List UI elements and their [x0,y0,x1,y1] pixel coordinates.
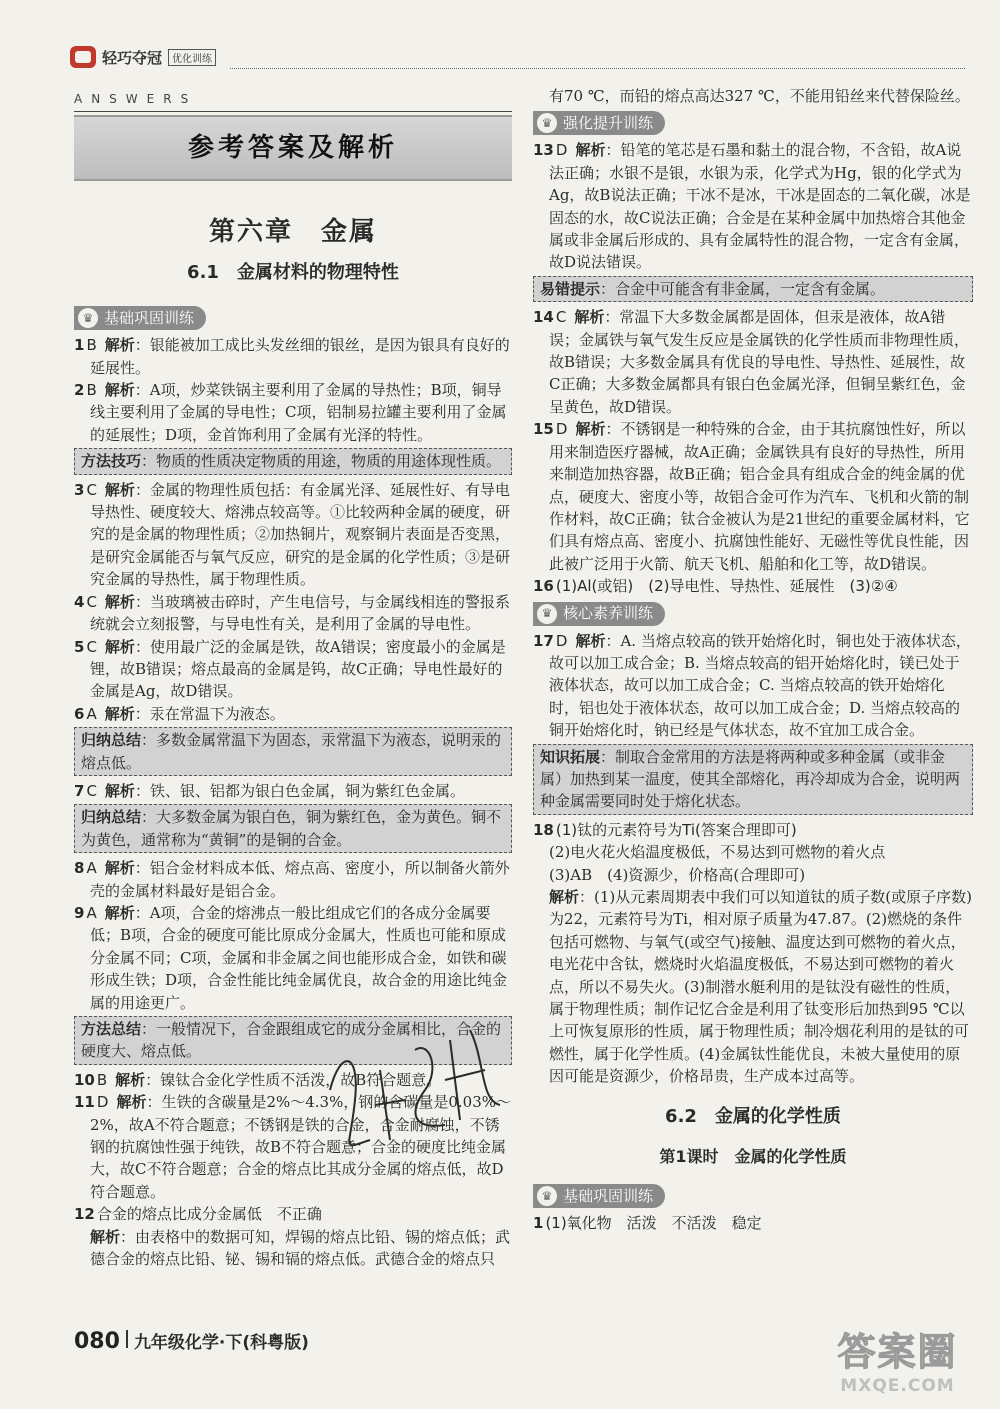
footer-divider [126,1330,128,1348]
chapter-title: 第六章 金属 [208,217,377,248]
answer-explanation: 解析：(1)从元素周期表中我们可以知道钛的质子数(或原子序数)为22，元素符号为Ti，相对原子质量为47.87。(2)燃烧的条件包括可燃物、与氧气(或空气)接触、温度达到可燃物的着火点，电光花中含钛，燃烧时火焰温度极低，不易达到可燃物的着火点，所以不易失火。(3)制潜水艇利用的是钛没有磁性的性质，属于物理性质；制作记忆合金是利用了钛变形后加热到95 ℃以上可恢复原形的性质，属于物理性质；制冷烟花利用的是钛的可燃性，属于化学性质。(4)金属钛性能优良，未被大量使用的原因可能是资源少，价格昂贵，生产成本过高等。 [549,888,972,1086]
header-divider [230,68,965,69]
answer-subline: (3)AB (4)资源少，价格高(合理即可) [549,865,806,884]
answer-item: 10 B 解析：镍钛合金化学性质不活泼，故B符合题意。 [74,1070,442,1089]
section-title: 6.1 金属材料的物理特性 [187,261,399,283]
tip-box: 方法技巧：物质的性质决定物质的用途，物质的用途体现性质。 [74,448,512,474]
answer-item: 6 A 解析：汞在常温下为液态。 [74,704,285,723]
crown-icon: ♛ [78,308,98,328]
brand-logo-icon [70,46,96,68]
right-column [533,85,973,1235]
tip-box: 归纳总结：多数金属常温下为固态，汞常温下为液态，说明汞的熔点低。 [74,727,512,776]
tag-core-training [533,602,665,626]
answer-item: 1 (1)氧化物 活泼 不活泼 稳定 [533,1214,762,1233]
tag-basic-training [74,306,206,330]
tag-label: 基础巩固训练 [104,309,195,328]
crown-icon: ♛ [537,1186,557,1206]
brand-tag: 优化训练 [168,49,216,66]
book-title: 九年级化学·下(科粤版) [133,1333,309,1353]
answer-item: 5 C 解析：使用最广泛的金属是铁，故A错误；密度最小的金属是锂，故B错误；熔点最高的金属是钨，故C正确；导电性最好的金属是Ag，故D错误。 [74,637,506,701]
tag-label: 强化提升训练 [563,114,654,133]
answer-item: 18 (1)钛的元素符号为Ti(答案合理即可) [533,820,797,839]
answer-item: 17 D 解析：A. 当熔点较高的铁开始熔化时，铜也处于液体状态，故可以加工成合金；B. 当熔点较高的铝开始熔化时，镁已处于液体状态，故可以加工成合金；C. 当熔点较高的铁开始熔化时，铝也处于液体状态，故可以加工成合金；D. 当熔点较高的铜开始熔化时，钠已经是气体状态，故不宜加工成合金。 [533,631,971,740]
left-column [74,88,512,1270]
lesson-title: 第1课时 金属的化学性质 [659,1147,847,1167]
tag-label: 基础巩固训练 [563,1187,654,1206]
answer-item: 8 A 解析：铝合金材料成本低、熔点高、密度小，所以制备火箭外壳的金属材料最好是铝合金。 [74,859,510,900]
tip-box: 方法总结：一般情况下，合金跟组成它的成分金属相比，合金的硬度大、熔点低。 [74,1016,512,1065]
tip-box: 知识拓展：制取合金常用的方法是将两种或多种金属（或非金属）加热到某一温度，使其全部熔化，再冷却成为合金，说明两种金属需要同时处于熔化状态。 [533,744,973,815]
tag-label: 核心素养训练 [563,604,654,623]
page-title: 参考答案及解析 [74,115,512,181]
tag-strong-training [533,111,665,135]
crown-icon: ♛ [537,113,557,133]
page-number: 080 [74,1329,120,1354]
section-title-2: 6.2 金属的化学性质 [665,1105,841,1127]
continued-text: 有70 ℃，而铅的熔点高达327 ℃，不能用铅丝来代替保险丝。 [549,87,970,105]
brand-header [70,46,216,68]
answer-item: 14 C 解析：常温下大多数金属都是固体，但汞是液体，故A错误；金属铁与氧气发生反应是金属铁的化学性质而非物理性质，故B错误；大多数金属具有优良的导电性、导热性、延展性，故C正确；大多数金属都具有银白色金属光泽，但铜呈紫红色，金呈黄色，故D错误。 [533,308,970,416]
crown-icon: ♛ [537,604,557,624]
answer-item: 7 C 解析：铁、银、铝都为银白色金属，铜为紫红色金属。 [74,781,465,800]
brand-name: 轻巧夺冠 [102,48,163,67]
answer-item: 3 C 解析：金属的物理性质包括：有金属光泽、延展性好、有导电导热性、硬度较大、熔沸点较高等。①比较两种金属的硬度，研究的是金属的物理性质；②加热铜片，观察铜片表面是否变黑，是研究金属能否与氧气反应，研究的是金属的化学性质；③是研究金属的导热性，属于物理性质。 [74,480,511,589]
tip-box: 易错提示：合金中可能含有非金属，一定含有金属。 [533,276,973,302]
answer-item: 4 C 解析：当玻璃被击碎时，产生电信号，与金属线相连的警报系统就会立刻报警，与导电性有关，是利用了金属的导电性。 [74,592,510,634]
answer-explanation: 解析：由表格中的数据可知，焊锡的熔点比铅、锡的熔点低；武德合金的熔点比铅、铋、锡和镉的熔点低。武德合金的熔点只 [90,1227,511,1269]
answer-item: 13 D 解析：铅笔的笔芯是石墨和黏土的混合物，不含铅，故A说法正确；水银不是银，水银为汞，化学式为Hg，银的化学式为Ag，故B说法正确；干冰不是冰，干冰是固态的二氧化碳，冰是固态的水，故C说法正确；合金是在某种金属中加热熔合其他金属或非金属后形成的、具有金属特性的混合物，一定含有金属，故D说法错误。 [533,141,971,272]
tip-box: 归纳总结：大多数金属为银白色，铜为紫红色，金为黄色。铜不为黄色，通常称为“黄铜”的是铜的合金。 [74,804,512,853]
answer-item: 1 B 解析：银能被加工成比头发丝细的银丝，是因为银具有良好的延展性。 [74,336,510,377]
answer-item: 12 合金的熔点比成分金属低 不正确 [74,1205,322,1224]
answer-item: 9 A 解析：A项，合金的熔沸点一般比组成它们的各成分金属要低；B项，合金的硬度可能比原成分金属大，性质也可能和原成分金属不同；C项，金属和非金属之间也能形成合金，如铁和碳形成生铁；D项，合金性能比纯金属优良，故合金的用途比纯金属的用途更广。 [74,903,508,1012]
watermark-logo [820,1318,975,1398]
answer-subline: (2)电火花火焰温度极低，不易达到可燃物的着火点 [549,843,886,862]
watermark-text: 答案圈 [837,1329,958,1374]
answer-item: 2 B 解析：A项，炒菜铁锅主要利用了金属的导热性；B项，铜导线主要利用了金属的导电性；C项，铝制易拉罐主要利用了金属的延展性；D项，金首饰利用了金属有光泽的特性。 [74,381,507,444]
answer-item: 16 (1)Al(或铝) (2)导电性、导热性、延展性 (3)②④ [533,577,898,596]
tag-basic-training-2 [533,1184,665,1208]
answer-item: 15 D 解析：不锈钢是一种特殊的合金，由于其抗腐蚀性好，所以用来制造医疗器械，故A正确；金属铁具有良好的导热性，所用来制造加热容器，故B正确；铝合金具有组成合金的纯金属的优点，硬度大、密度小等，故铝合金可作为汽车、飞机和火箭的制作材料，故C正确；钛合金被认为是21世纪的重要金属材料，它们具有熔点高、密度小、抗腐蚀性能好、无磁性等优良性能，因此被广泛用于火箭、航天飞机、船舶和化工等，故D错误。 [533,420,970,573]
answer-item: 11 D 解析：生铁的含碳量是2%～4.3%，钢的含碳量是0.03%～2%，故A不符合题意；不锈钢是铁的合金，合金耐腐蚀，不锈钢的抗腐蚀性强于纯铁，故B不符合题意；合金的硬度比纯金属大，故C不符合题意；合金的熔点比其成分金属的熔点低，故D符合题意。 [74,1093,512,1201]
watermark-url: MXQE.COM [840,1375,955,1396]
answers-label: ANSWERS [74,88,512,112]
page-footer [74,1328,309,1354]
